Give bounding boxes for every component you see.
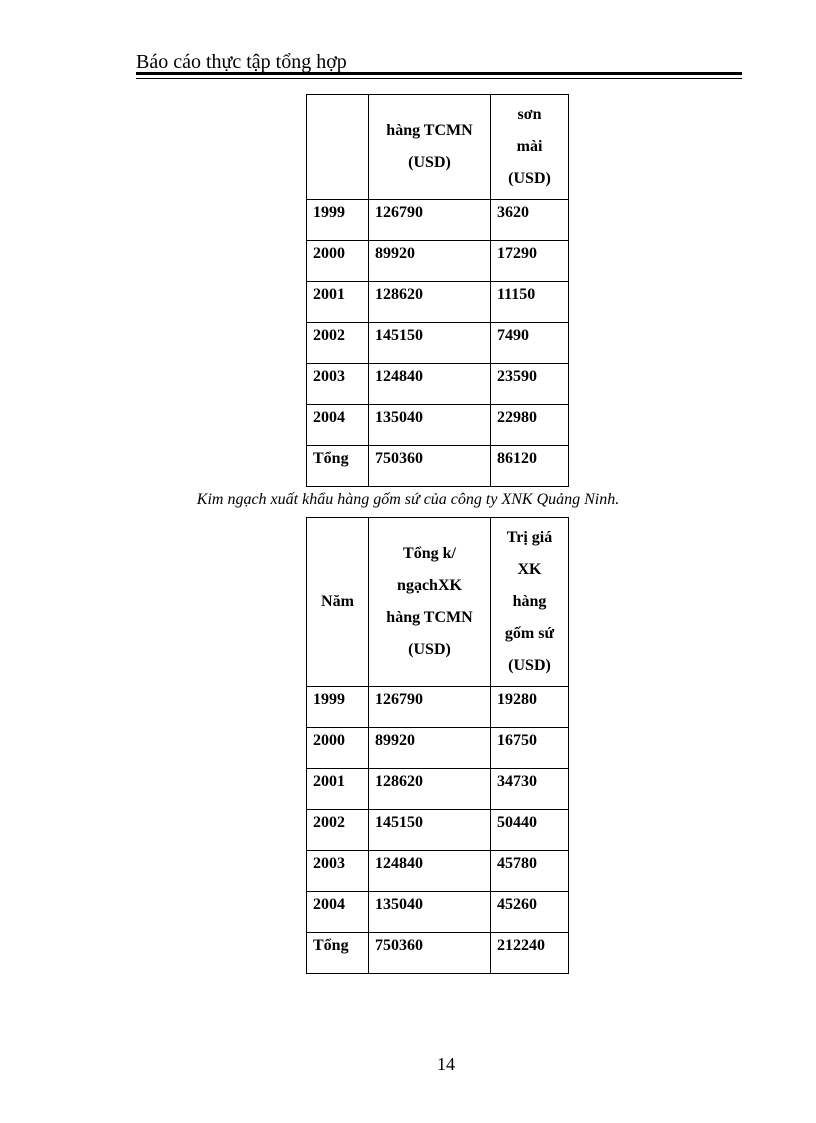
ceramics-value-cell: 34730 — [491, 769, 569, 810]
table-header-row — [307, 518, 569, 687]
table-header-row — [307, 95, 569, 200]
table-row — [307, 769, 569, 810]
table-row — [307, 687, 569, 728]
header-cell: hàng TCMN (USD) — [369, 95, 491, 200]
table-row — [307, 728, 569, 769]
table-row — [307, 282, 569, 323]
year-cell: 2004 — [307, 405, 369, 446]
page-header-title: Báo cáo thực tập tổng hợp — [136, 51, 347, 73]
lacquer-value-cell: 3620 — [491, 200, 569, 241]
header-rule-thick — [136, 72, 742, 75]
year-cell: Tổng — [307, 446, 369, 487]
year-cell: 2001 — [307, 769, 369, 810]
ceramics-value-cell: 16750 — [491, 728, 569, 769]
header-cell: Tổng k/ ngạchXK hàng TCMN (USD) — [369, 518, 491, 687]
total-export-cell: 126790 — [369, 687, 491, 728]
lacquer-value-cell: 22980 — [491, 405, 569, 446]
year-cell: 2000 — [307, 728, 369, 769]
year-cell: 1999 — [307, 200, 369, 241]
total-export-cell: 135040 — [369, 892, 491, 933]
total-export-cell: 145150 — [369, 810, 491, 851]
table-row — [307, 200, 569, 241]
export-table-lacquer — [306, 94, 569, 487]
year-cell: 2003 — [307, 851, 369, 892]
table-row — [307, 364, 569, 405]
table-row — [307, 323, 569, 364]
table-row — [307, 405, 569, 446]
total-export-cell: 128620 — [369, 769, 491, 810]
lacquer-value-cell: 7490 — [491, 323, 569, 364]
year-cell: 2004 — [307, 892, 369, 933]
total-export-cell: 750360 — [369, 933, 491, 974]
ceramics-value-cell: 45260 — [491, 892, 569, 933]
ceramics-value-cell: 50440 — [491, 810, 569, 851]
page-number: 14 — [437, 1054, 455, 1074]
table-row — [307, 241, 569, 282]
total-export-cell: 89920 — [369, 728, 491, 769]
year-cell: 2003 — [307, 364, 369, 405]
total-export-cell: 124840 — [369, 851, 491, 892]
total-export-cell: 124840 — [369, 364, 491, 405]
lacquer-value-cell: 17290 — [491, 241, 569, 282]
ceramics-value-cell: 212240 — [491, 933, 569, 974]
header-rule-thin — [136, 78, 742, 79]
table-row-total — [307, 933, 569, 974]
lacquer-value-cell: 23590 — [491, 364, 569, 405]
total-export-cell: 128620 — [369, 282, 491, 323]
year-cell: 2000 — [307, 241, 369, 282]
header-cell — [307, 95, 369, 200]
table-row — [307, 810, 569, 851]
year-cell: 2001 — [307, 282, 369, 323]
total-export-cell: 126790 — [369, 200, 491, 241]
year-cell: 1999 — [307, 687, 369, 728]
table-row — [307, 892, 569, 933]
year-cell: 2002 — [307, 810, 369, 851]
table-row-total — [307, 446, 569, 487]
table-row — [307, 851, 569, 892]
total-export-cell: 135040 — [369, 405, 491, 446]
ceramics-value-cell: 45780 — [491, 851, 569, 892]
total-export-cell: 750360 — [369, 446, 491, 487]
table-caption: Kim ngạch xuất khẩu hàng gốm sứ của công ty XNK Quảng Ninh. — [196, 491, 620, 508]
header-cell: sơn mài (USD) — [491, 95, 569, 200]
year-cell: 2002 — [307, 323, 369, 364]
export-table-ceramics — [306, 517, 569, 974]
total-export-cell: 145150 — [369, 323, 491, 364]
total-export-cell: 89920 — [369, 241, 491, 282]
header-cell: Năm — [307, 518, 369, 687]
lacquer-value-cell: 86120 — [491, 446, 569, 487]
ceramics-value-cell: 19280 — [491, 687, 569, 728]
header-cell: Trị giá XK hàng gốm sứ (USD) — [491, 518, 569, 687]
lacquer-value-cell: 11150 — [491, 282, 569, 323]
year-cell: Tổng — [307, 933, 369, 974]
